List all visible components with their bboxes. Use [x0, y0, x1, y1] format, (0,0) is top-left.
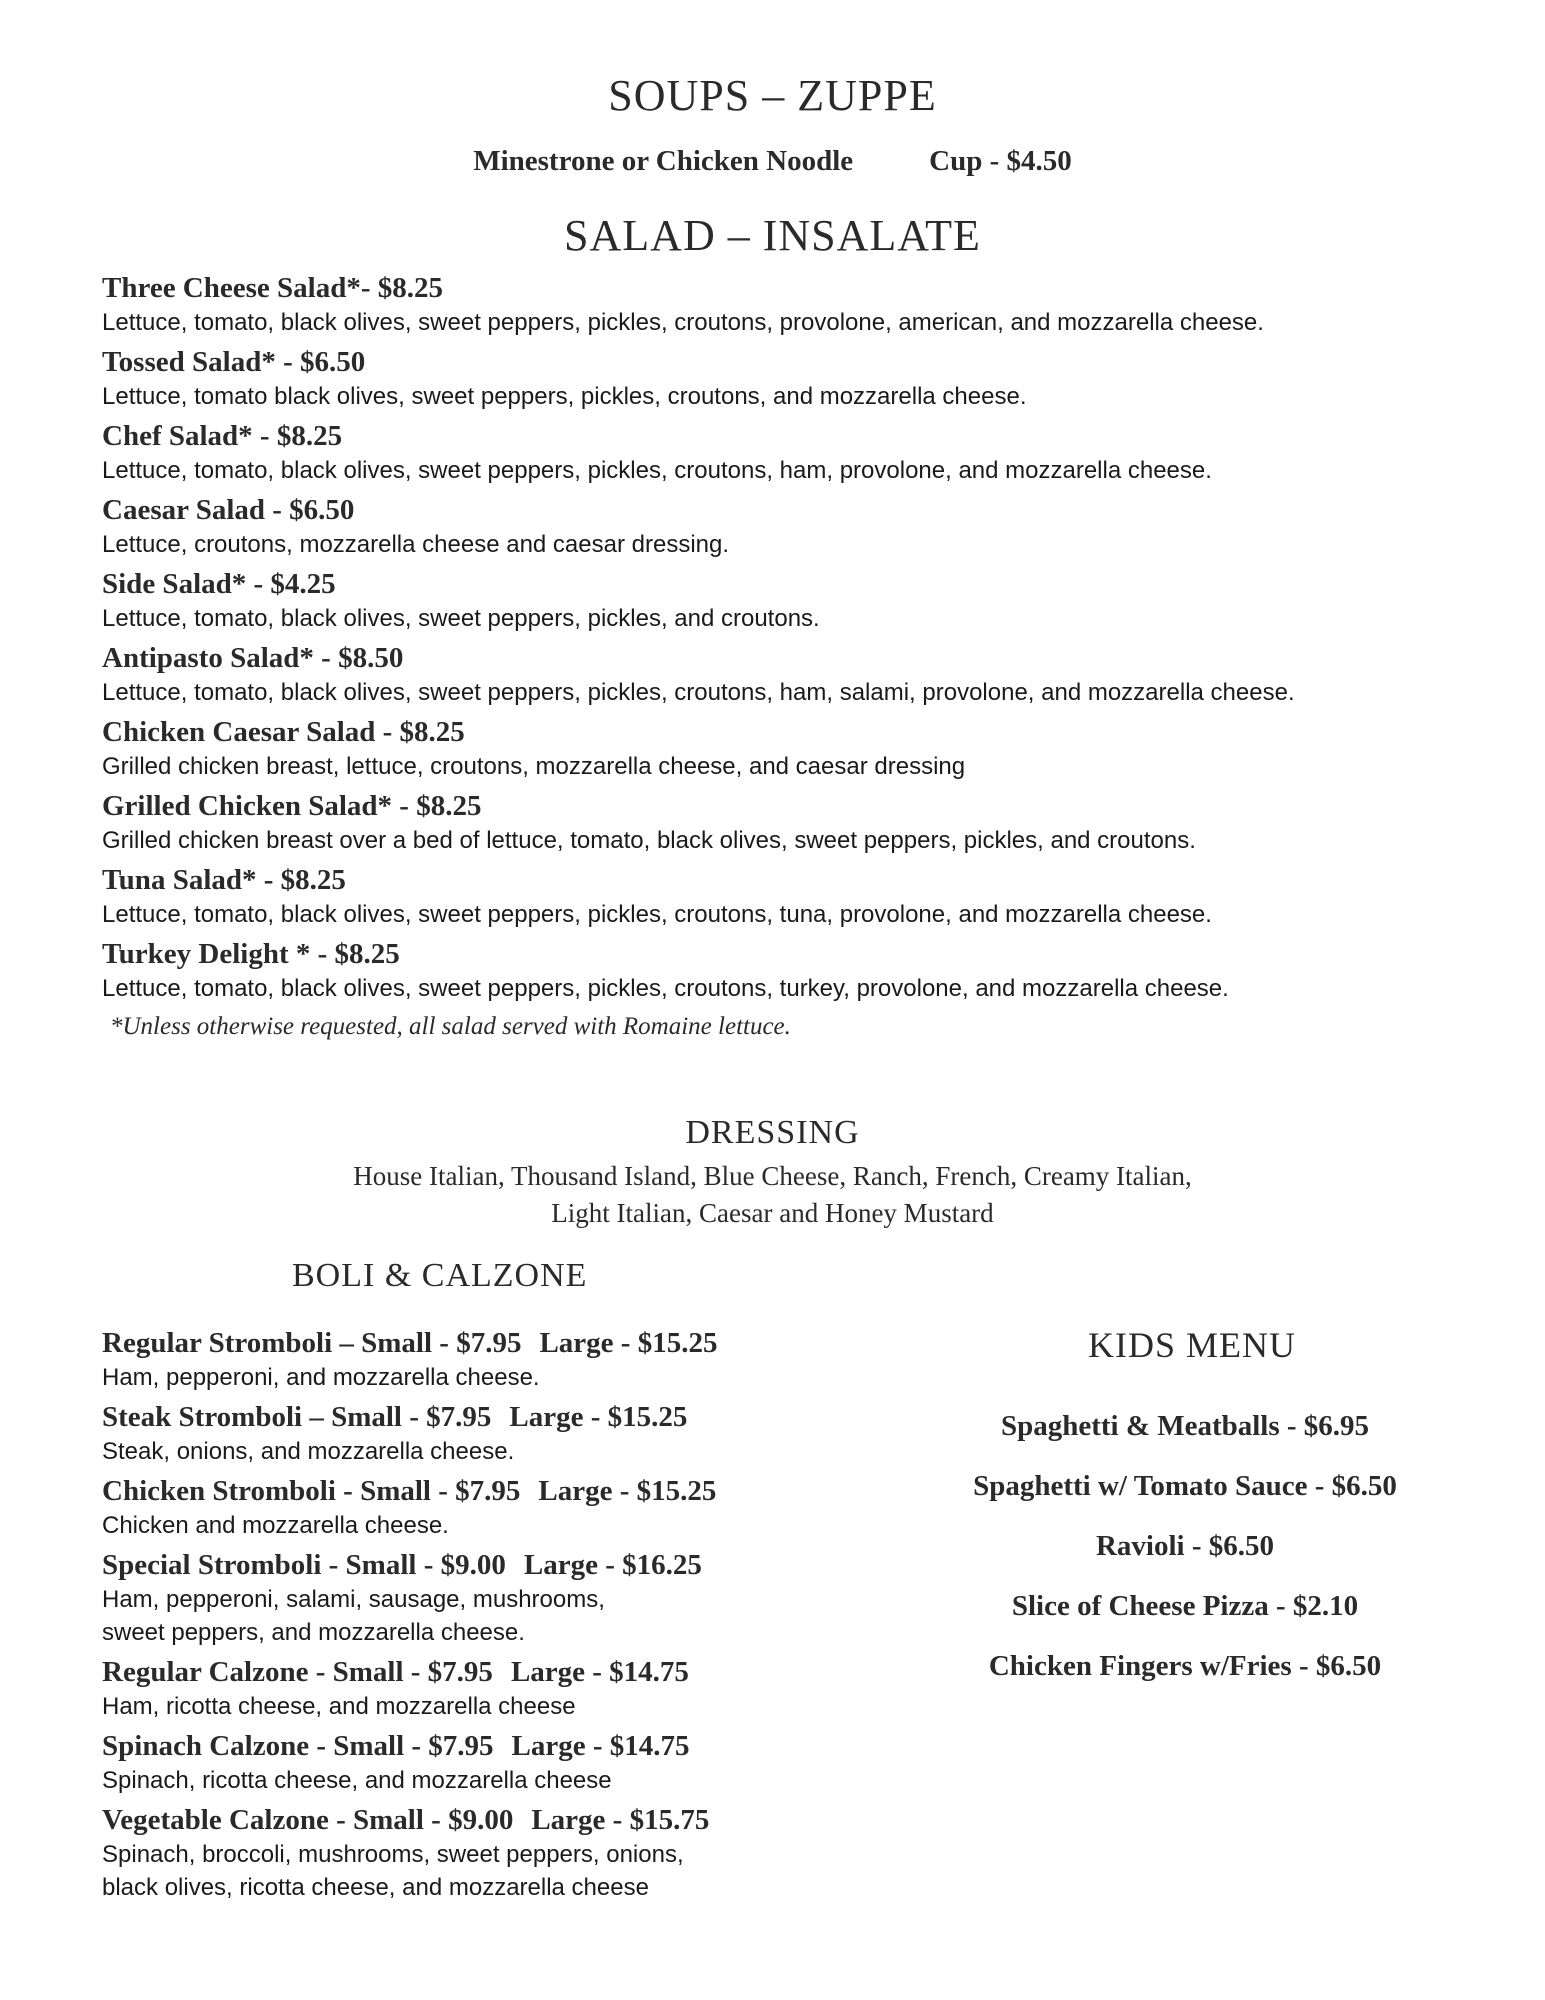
salad-item	[102, 640, 1522, 709]
kids-list	[930, 1408, 1440, 1708]
dressing-heading: DRESSING	[685, 1114, 860, 1151]
salad-list	[102, 270, 1522, 1044]
salad-description: Lettuce, tomato, black olives, sweet peppers, pickles, croutons, ham, provolone, and mozzarella cheese.	[102, 457, 1212, 484]
soup-item	[0, 145, 1545, 178]
boli-large-price: Large - $14.75	[510, 1656, 689, 1688]
salad-footnote: *Unless otherwise requested, all salad served with Romaine lettuce.	[110, 1013, 791, 1040]
salad-heading: SALAD – INSALATE	[564, 211, 981, 260]
salad-title: Side Salad* - $4.25	[102, 568, 336, 600]
boli-description-cont: sweet peppers, and mozzarella cheese.	[102, 1619, 525, 1646]
salad-title: Chicken Caesar Salad - $8.25	[102, 716, 465, 748]
salad-item	[102, 862, 1522, 931]
salad-title: Chef Salad* - $8.25	[102, 420, 343, 452]
boli-list	[102, 1325, 922, 1909]
boli-large-price: Large - $15.75	[531, 1804, 710, 1836]
boli-description: Spinach, ricotta cheese, and mozzarella cheese	[102, 1767, 612, 1794]
boli-item	[102, 1654, 922, 1723]
boli-name-small: Chicken Stromboli - Small - $7.95	[102, 1475, 521, 1507]
salad-description: Grilled chicken breast, lettuce, croutons, mozzarella cheese, and caesar dressing	[102, 753, 966, 780]
salad-item	[102, 566, 1522, 635]
boli-description: Spinach, broccoli, mushrooms, sweet peppers, onions,	[102, 1841, 684, 1868]
dressing-line: Light Italian, Caesar and Honey Mustard	[551, 1198, 994, 1228]
boli-title	[102, 1547, 922, 1583]
kids-item: Slice of Cheese Pizza - $2.10	[1011, 1590, 1359, 1622]
boli-large-price: Large - $15.25	[539, 1327, 718, 1359]
soup-price: Cup - $4.50	[929, 145, 1072, 177]
salad-item	[102, 418, 1522, 487]
boli-large-price: Large - $15.25	[509, 1401, 688, 1433]
boli-title	[102, 1473, 922, 1509]
dressing-line: House Italian, Thousand Island, Blue Cheese, Ranch, French, Creamy Italian,	[353, 1161, 1192, 1191]
boli-item	[102, 1802, 922, 1904]
soup-name: Minestrone or Chicken Noodle	[473, 145, 854, 177]
boli-item	[102, 1399, 922, 1468]
salad-description: Lettuce, tomato, black olives, sweet peppers, pickles, croutons, turkey, provolone, and mozzarella cheese.	[102, 975, 1229, 1002]
kids-item: Spaghetti w/ Tomato Sauce - $6.50	[973, 1470, 1397, 1502]
boli-heading: BOLI & CALZONE	[292, 1257, 588, 1294]
boli-description: Ham, pepperoni, salami, sausage, mushrooms,	[102, 1586, 605, 1613]
boli-title	[102, 1399, 922, 1435]
boli-item	[102, 1473, 922, 1542]
boli-large-price: Large - $15.25	[538, 1475, 717, 1507]
salad-title: Antipasto Salad* - $8.50	[102, 642, 404, 674]
boli-description: Ham, pepperoni, and mozzarella cheese.	[102, 1364, 540, 1391]
salad-item	[102, 270, 1522, 339]
boli-title	[102, 1325, 922, 1361]
boli-name-small: Regular Calzone - Small - $7.95	[102, 1656, 493, 1688]
salad-description: Lettuce, croutons, mozzarella cheese and caesar dressing.	[102, 531, 730, 558]
kids-item: Ravioli - $6.50	[1095, 1530, 1275, 1562]
boli-item	[102, 1325, 922, 1394]
salad-description: Lettuce, tomato black olives, sweet peppers, pickles, croutons, and mozzarella cheese.	[102, 383, 1027, 410]
salad-item	[102, 714, 1522, 783]
kids-heading: KIDS MENU	[1088, 1325, 1297, 1365]
boli-description-cont: black olives, ricotta cheese, and mozzarella cheese	[102, 1874, 649, 1901]
boli-item	[102, 1728, 922, 1797]
boli-large-price: Large - $16.25	[523, 1549, 702, 1581]
boli-large-price: Large - $14.75	[511, 1730, 690, 1762]
boli-name-small: Regular Stromboli – Small - $7.95	[102, 1327, 522, 1359]
salad-item	[102, 788, 1522, 857]
salad-description: Lettuce, tomato, black olives, sweet peppers, pickles, croutons, tuna, provolone, and mozzarella cheese.	[102, 901, 1212, 928]
kids-item: Chicken Fingers w/Fries - $6.50	[988, 1650, 1382, 1682]
salad-item	[102, 344, 1522, 413]
boli-title	[102, 1728, 922, 1764]
salad-title: Tossed Salad* - $6.50	[102, 346, 366, 378]
soups-heading: SOUPS – ZUPPE	[608, 71, 937, 120]
salad-description: Lettuce, tomato, black olives, sweet peppers, pickles, croutons, provolone, american, and mozzarella cheese.	[102, 309, 1264, 336]
boli-name-small: Steak Stromboli – Small - $7.95	[102, 1401, 492, 1433]
boli-description: Ham, ricotta cheese, and mozzarella cheese	[102, 1693, 576, 1720]
salad-title: Caesar Salad - $6.50	[102, 494, 355, 526]
boli-description: Steak, onions, and mozzarella cheese.	[102, 1438, 515, 1465]
salad-title: Three Cheese Salad*- $8.25	[102, 272, 444, 304]
dressing-list	[0, 1158, 1545, 1232]
boli-name-small: Vegetable Calzone - Small - $9.00	[102, 1804, 514, 1836]
salad-description: Grilled chicken breast over a bed of lettuce, tomato, black olives, sweet peppers, pickles, and croutons.	[102, 827, 1196, 854]
boli-title	[102, 1802, 922, 1838]
salad-item	[102, 492, 1522, 561]
salad-item	[102, 936, 1522, 1005]
boli-item	[102, 1547, 922, 1649]
salad-title: Grilled Chicken Salad* - $8.25	[102, 790, 482, 822]
boli-title	[102, 1654, 922, 1690]
salad-description: Lettuce, tomato, black olives, sweet peppers, pickles, and croutons.	[102, 605, 820, 632]
salad-description: Lettuce, tomato, black olives, sweet peppers, pickles, croutons, ham, salami, provolone, and mozzarella cheese.	[102, 679, 1295, 706]
boli-description: Chicken and mozzarella cheese.	[102, 1512, 449, 1539]
boli-name-small: Spinach Calzone - Small - $7.95	[102, 1730, 494, 1762]
kids-item: Spaghetti & Meatballs - $6.95	[1000, 1410, 1370, 1442]
salad-title: Tuna Salad* - $8.25	[102, 864, 346, 896]
boli-name-small: Special Stromboli - Small - $9.00	[102, 1549, 506, 1581]
salad-title: Turkey Delight * - $8.25	[102, 938, 400, 970]
